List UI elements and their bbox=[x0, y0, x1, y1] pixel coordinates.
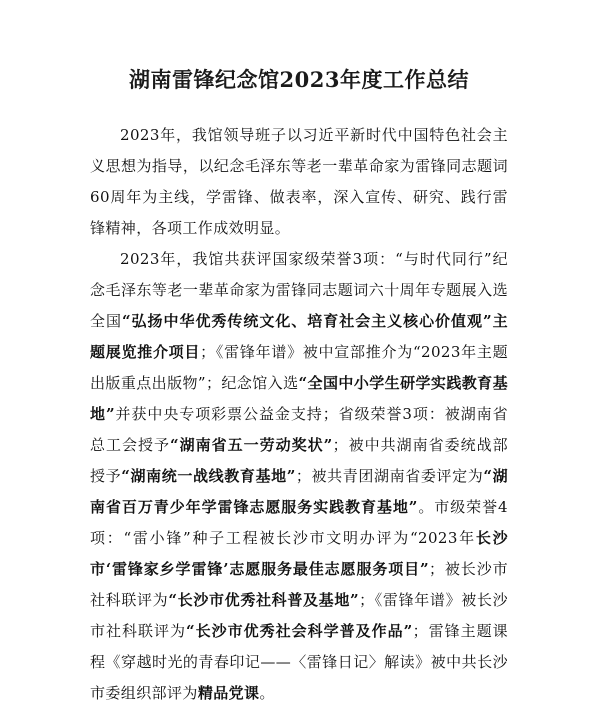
bold-text: “长沙市优秀社会科学普及作品” bbox=[185, 622, 413, 640]
text-segment: 并获中央专项彩票公益金支持；省级荣誉3项：被湖南省总工会授予 bbox=[90, 405, 508, 454]
paragraph bbox=[90, 120, 508, 244]
paragraph bbox=[90, 244, 508, 709]
text-segment: ；《雷锋年谱》被中宣部推介为“2023年主题出版重点出版物”；纪念馆入选 bbox=[90, 343, 508, 392]
text-segment: 。市级荣誉4项：“雷小锋”种子工程被长沙市文明办评为“2023年 bbox=[90, 498, 508, 547]
bold-text: 长沙市‘雷锋家乡学雷锋’志愿服务最佳志愿服务项目” bbox=[90, 529, 508, 578]
document-body bbox=[90, 120, 508, 709]
text-segment: 2023年，我馆共获评国家级荣誉3项：“与时代同行”纪念毛泽东等老一辈革命家为雷锋同志题词六十周年专题展入选全国 bbox=[90, 250, 508, 330]
bold-text: “全国中小学生研学实践教育基地” bbox=[90, 374, 508, 423]
text-segment: ；被共青团湖南省委评定为 bbox=[295, 467, 484, 485]
bold-text: “湖南统一战线教育基地” bbox=[121, 467, 296, 485]
text-segment: ；《雷锋年谱》被长沙市社科联评为 bbox=[90, 591, 508, 640]
text-segment: 。 bbox=[259, 684, 275, 702]
bold-text: “湖南省五一劳动奖状” bbox=[169, 436, 333, 454]
text-segment: ；被中共湖南省委统战部授予 bbox=[90, 436, 508, 485]
bold-text: “长沙市优秀社科普及基地” bbox=[168, 591, 360, 609]
document-title: 湖南雷锋纪念馆2023年度工作总结 bbox=[129, 67, 469, 92]
text-segment: 2023年，我馆领导班子以习近平新时代中国特色社会主义思想为指导，以纪念毛泽东等老一辈革命家为雷锋同志题词60周年为主线，学雷锋、做表率，深入宣传、研究、践行雷锋精神，各项工作成效明显。 bbox=[90, 126, 508, 237]
bold-text: “湖南省百万青少年学雷锋志愿服务实践教育基地” bbox=[90, 467, 508, 516]
text-segment: ；雷锋主题课程《穿越时光的青春印记——〈雷锋日记〉解读》被中共长沙市委组织部评为 bbox=[90, 622, 508, 702]
bold-text: “弘扬中华优秀传统文化、培育社会主义核心价值观”主题展览推介项目 bbox=[90, 312, 508, 361]
text-segment: ；被长沙市社科联评为 bbox=[90, 560, 508, 609]
bold-text: 精品党课 bbox=[197, 684, 260, 702]
